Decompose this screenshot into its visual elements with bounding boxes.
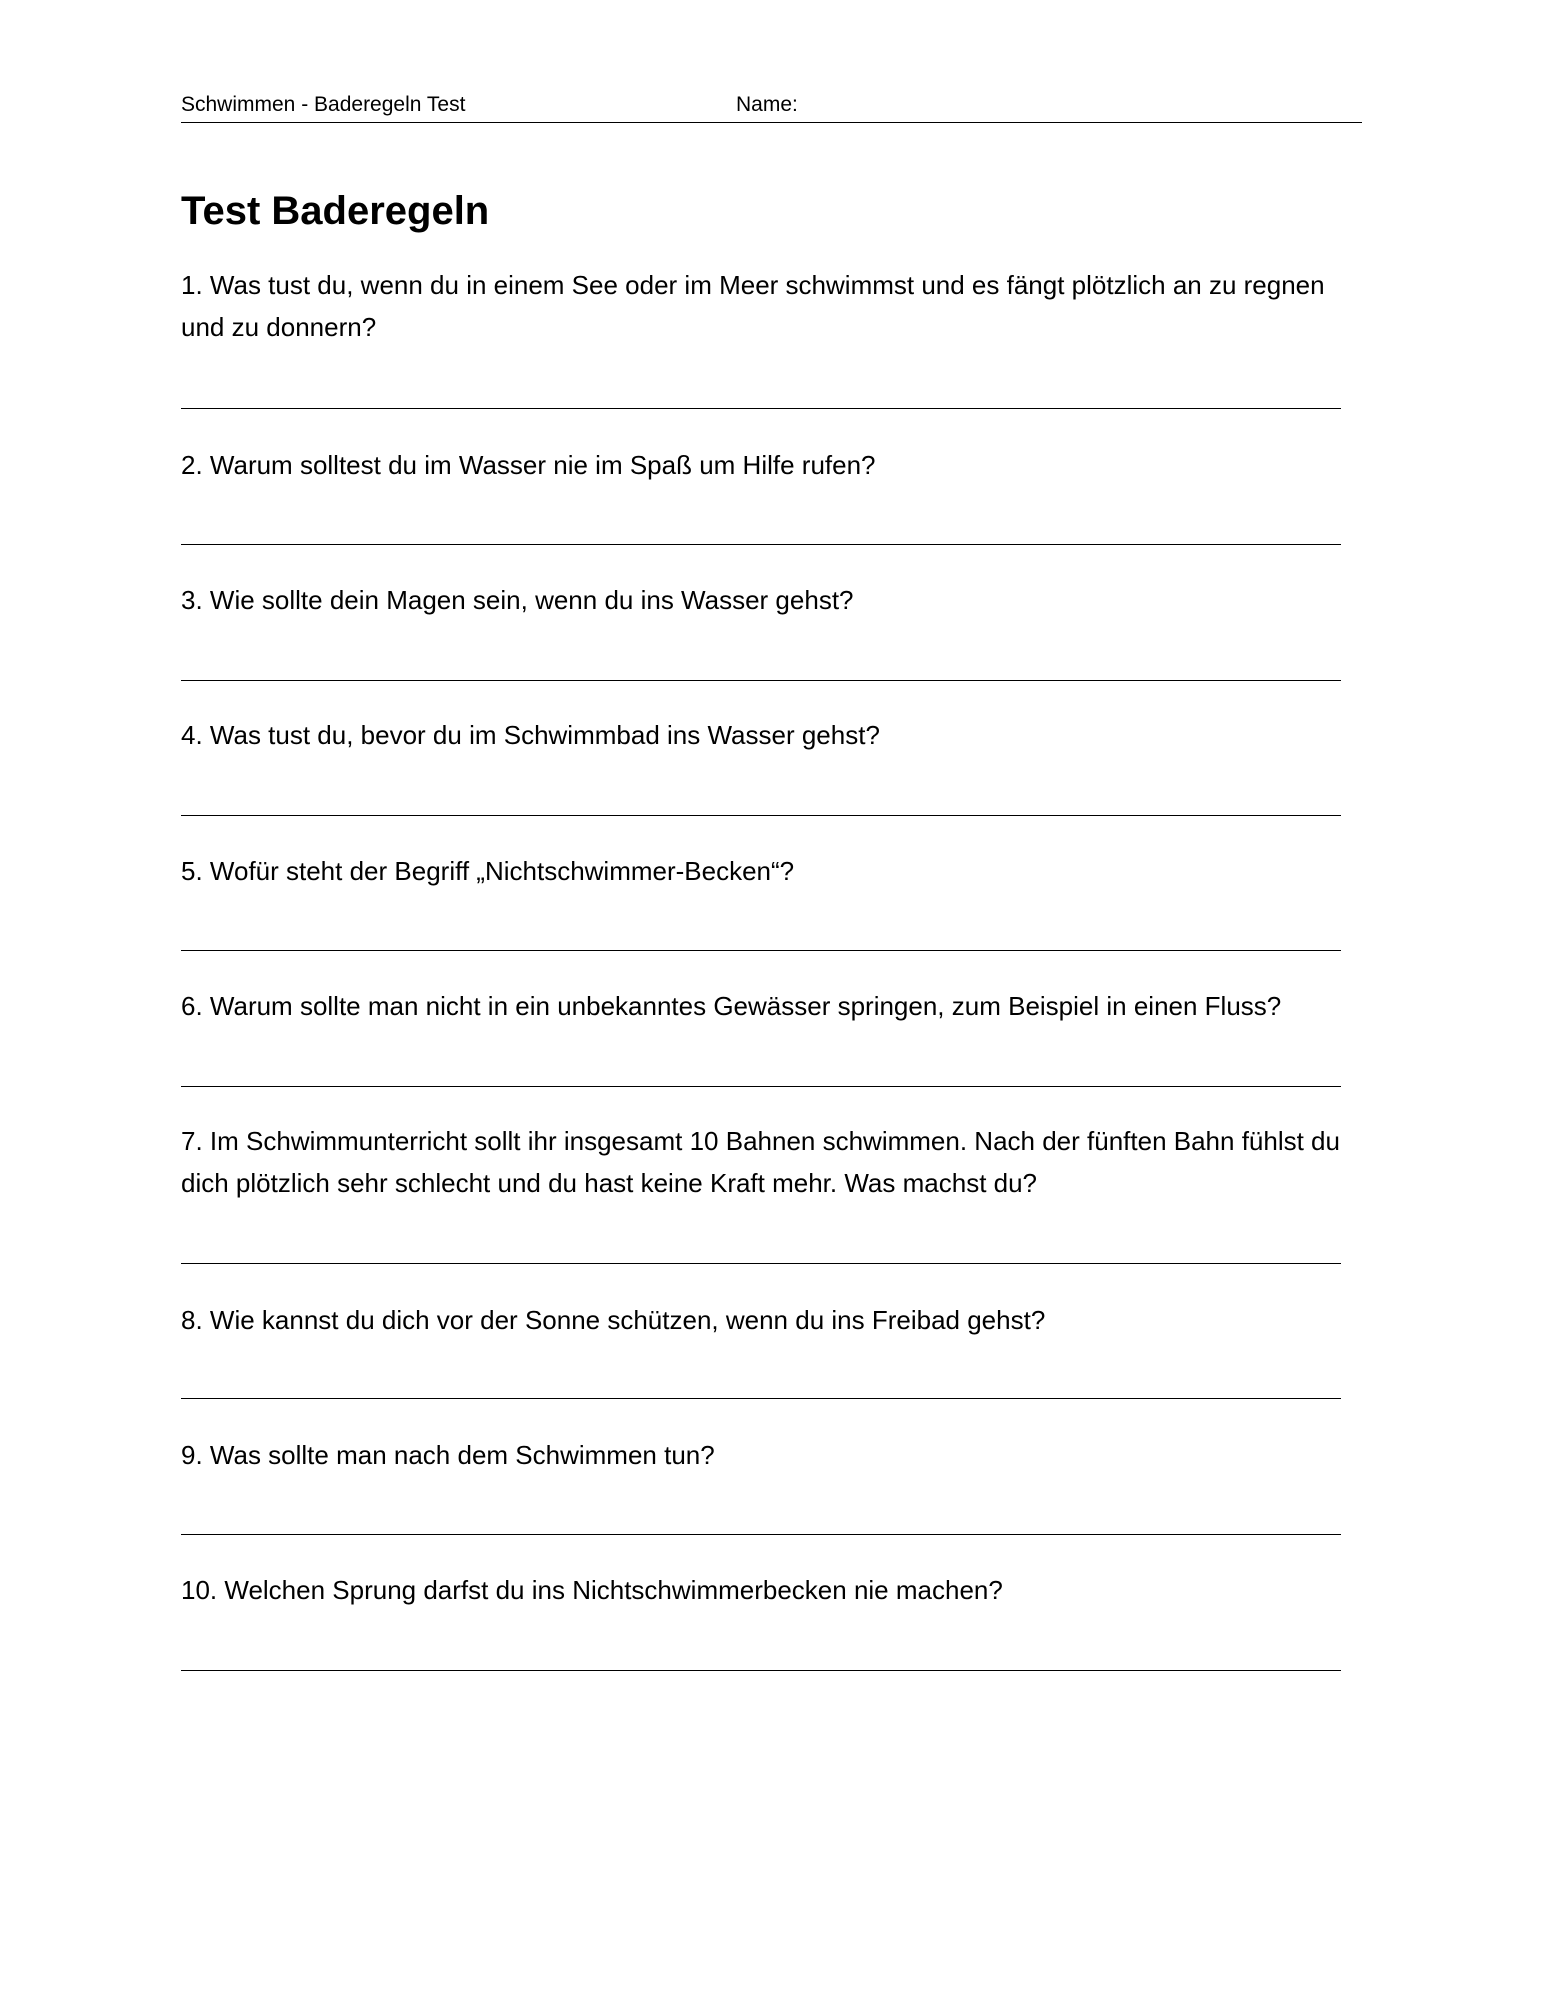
answer-line-2[interactable] [181, 544, 1341, 545]
answer-line-8[interactable] [181, 1398, 1341, 1399]
header-title: Schwimmen - Baderegeln Test [181, 93, 466, 116]
question-10: 10. Welchen Sprung darfst du ins Nichtschwimmerbecken nie machen? [181, 1575, 1003, 1605]
page-header [181, 92, 1362, 123]
question-6: 6. Warum sollte man nicht in ein unbekanntes Gewässer springen, zum Beispiel in einen Fluss? [181, 991, 1282, 1021]
answer-line-3[interactable] [181, 680, 1341, 681]
answer-line-4[interactable] [181, 815, 1341, 816]
question-5: 5. Wofür steht der Begriff „Nichtschwimmer-Becken“? [181, 856, 795, 886]
answer-line-6[interactable] [181, 1086, 1341, 1087]
answer-line-5[interactable] [181, 950, 1341, 951]
answer-line-9[interactable] [181, 1534, 1341, 1535]
page-title: Test Baderegeln [181, 189, 490, 233]
question-7: 7. Im Schwimmunterricht sollt ihr insgesamt 10 Bahnen schwimmen. Nach der fünften Bahn fühlst du dich plötzlich sehr schlecht und du hast keine Kraft mehr. Was machst du? [181, 1126, 1340, 1198]
answer-line-10[interactable] [181, 1670, 1341, 1671]
name-label: Name: [736, 93, 798, 116]
question-1: 1. Was tust du, wenn du in einem See oder im Meer schwimmst und es fängt plötzlich an zu regnen und zu donnern? [181, 270, 1325, 342]
question-8: 8. Wie kannst du dich vor der Sonne schützen, wenn du ins Freibad gehst? [181, 1305, 1046, 1335]
question-2: 2. Warum solltest du im Wasser nie im Spaß um Hilfe rufen? [181, 450, 876, 480]
answer-line-7[interactable] [181, 1263, 1341, 1264]
question-9: 9. Was sollte man nach dem Schwimmen tun? [181, 1440, 715, 1470]
answer-line-1[interactable] [181, 408, 1341, 409]
question-3: 3. Wie sollte dein Magen sein, wenn du ins Wasser gehst? [181, 585, 854, 615]
question-4: 4. Was tust du, bevor du im Schwimmbad ins Wasser gehst? [181, 720, 880, 750]
